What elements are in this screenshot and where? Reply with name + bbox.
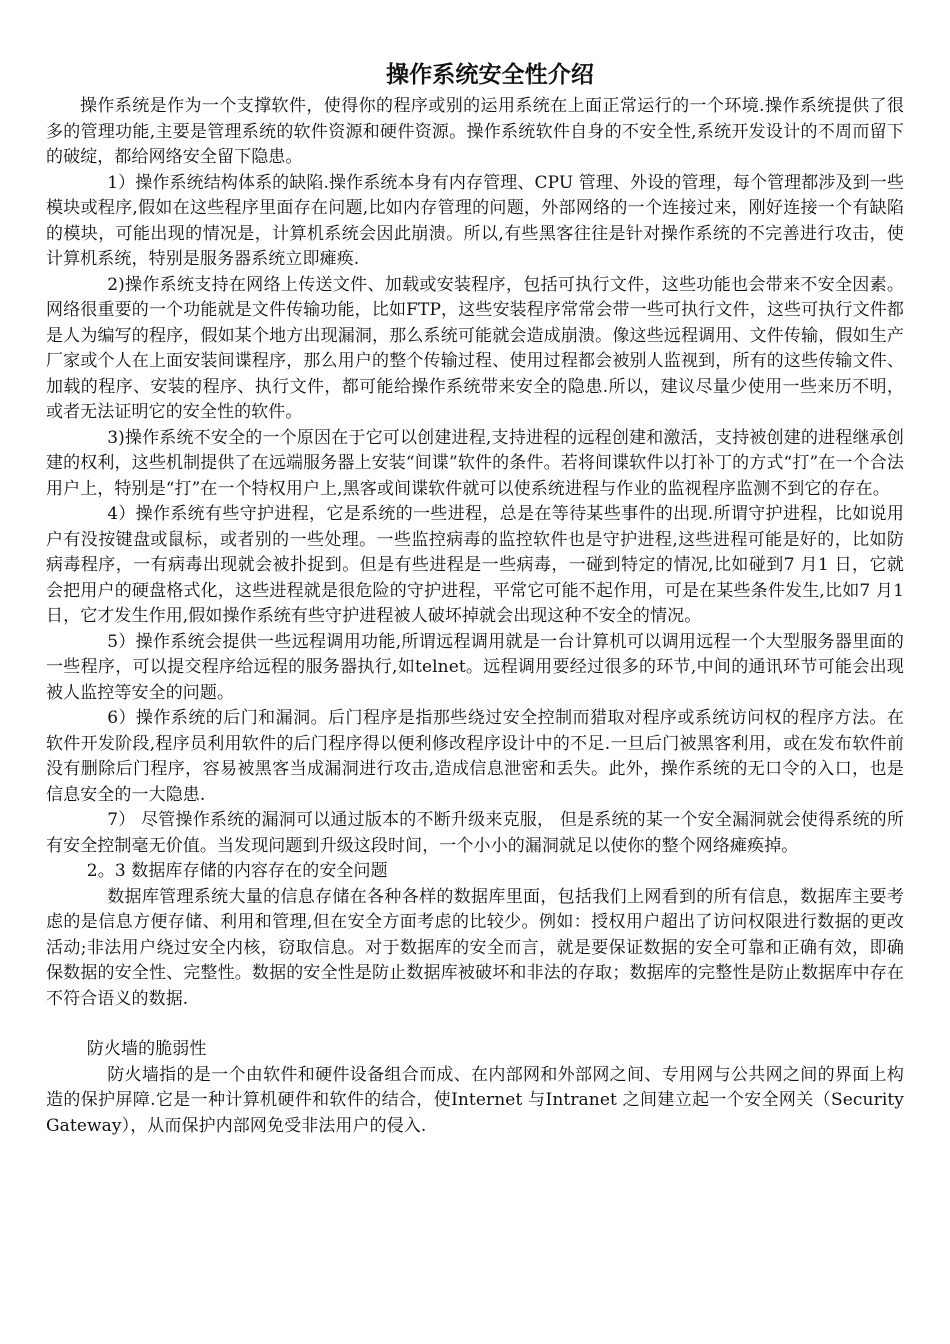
firewall-section-heading: 防火墙的脆弱性 xyxy=(86,1039,207,1059)
section-spacer xyxy=(46,1012,904,1037)
document-title: 操作系统安全性介绍 xyxy=(386,62,594,88)
document-page xyxy=(46,58,904,1139)
database-section-body: 数据库管理系统大量的信息存储在各种各样的数据库里面，包括我们上网看到的所有信息，数据库主要考虑的是信息方便存储、利用和管理,但在安全方面考虑的比较少。例如：授权用户超出了访问权限进行数据的更改活动;非法用户绕过安全内核，窃取信息。对于数据库的安全而言，就是要保证数据的安全可靠和正确有效，即确保数据的安全性、完整性。数据的安全性是防止数据库被破坏和非法的存取；数据库的完整性是防止数据库中存在不符合语义的数据. xyxy=(46,886,904,1009)
point-4-paragraph: 4）操作系统有些守护进程，它是系统的一些进程，总是在等待某些事件的出现.所谓守护进程，比如说用户有没按键盘或鼠标，或者别的一些处理。一些监控病毒的监控软件也是守护进程,这些进程可能是好的，比如防病毒程序，一有病毒出现就会被扑捉到。但是有些进程是一些病毒，一碰到特定的情况,比如碰到7 月1 日，它就会把用户的硬盘格式化，这些进程就是很危险的守护进程，平常它可能不起作用，可是在某些条件发生,比如7 月1 日，它才发生作用,假如操作系统有些守护进程被人破坏掉就会出现这种不安全的情况。 xyxy=(46,504,904,626)
point-2-paragraph: 2)操作系统支持在网络上传送文件、加载或安装程序，包括可执行文件，这些功能也会带来不安全因素。网络很重要的一个功能就是文件传输功能，比如FTP，这些安装程序常常会带一些可执行文件，这些可执行文件都是人为编写的程序，假如某个地方出现漏洞，那么系统可能就会造成崩溃。像这些远程调用、文件传输，假如生产厂家或个人在上面安装间谍程序，那么用户的整个传输过程、使用过程都会被别人监视到，所有的这些传输文件、加载的程序、安装的程序、执行文件，都可能给操作系统带来安全的隐患.所以，建议尽量少使用一些来历不明，或者无法证明它的安全性的软件。 xyxy=(46,274,904,422)
point-7-paragraph: 7） 尽管操作系统的漏洞可以通过版本的不断升级来克服， 但是系统的某一个安全漏洞就会使得系统的所有安全控制毫无价值。当发现问题到升级这段时间，一个小小的漏洞就足以使你的整个网络瘫痪掉。 xyxy=(46,810,904,856)
point-5-paragraph: 5）操作系统会提供一些远程调用功能,所谓远程调用就是一台计算机可以调用远程一个大型服务器里面的一些程序，可以提交程序给远程的服务器执行,如telnet。远程调用要经过很多的环节,中间的通讯环节可能会出现被人监控等安全的问题。 xyxy=(46,631,904,703)
point-1-paragraph: 1）操作系统结构体系的缺陷.操作系统本身有内存管理、CPU 管理、外设的管理，每个管理都涉及到一些模块或程序,假如在这些程序里面存在问题,比如内存管理的问题，外部网络的一个连接过来，刚好连接一个有缺陷的模块，可能出现的情况是，计算机系统会因此崩溃。所以,有些黑客往往是针对操作系统的不完善进行攻击，使计算机系统，特别是服务器系统立即瘫痪. xyxy=(46,172,904,269)
firewall-section-body: 防火墙指的是一个由软件和硬件设备组合而成、在内部网和外部网之间、专用网与公共网之间的界面上构造的保护屏障.它是一种计算机硬件和软件的结合，使Internet 与Intranet 之间建立起一个安全网关（Security Gateway），从而保护内部网免受非法用户的侵入. xyxy=(46,1064,904,1136)
database-section-heading: 2。3 数据库存储的内容存在的安全问题 xyxy=(86,861,388,881)
point-6-paragraph: 6）操作系统的后门和漏洞。后门程序是指那些绕过安全控制而猎取对程序或系统访问权的程序方法。在软件开发阶段,程序员利用软件的后门程序得以便利修改程序设计中的不足.一旦后门被黑客利用，或在发布软件前没有删除后门程序，容易被黑客当成漏洞进行攻击,造成信息泄密和丢失。此外，操作系统的无口令的入口，也是信息安全的一大隐患. xyxy=(46,708,904,805)
point-3-paragraph: 3)操作系统不安全的一个原因在于它可以创建进程,支持进程的远程创建和激活，支持被创建的进程继承创建的权利，这些机制提供了在远端服务器上安装“间谍”软件的条件。若将间谍软件以打补丁的方式“打”在一个合法用户上，特别是“打”在一个特权用户上,黑客或间谍软件就可以使系统进程与作业的监视程序监测不到它的存在。 xyxy=(46,427,904,499)
intro-paragraph: 操作系统是作为一个支撑软件，使得你的程序或别的运用系统在上面正常运行的一个环境.操作系统提供了很多的管理功能,主要是管理系统的软件资源和硬件资源。操作系统软件自身的不安全性,系统开发设计的不周而留下的破绽，都给网络安全留下隐患。 xyxy=(46,96,904,167)
